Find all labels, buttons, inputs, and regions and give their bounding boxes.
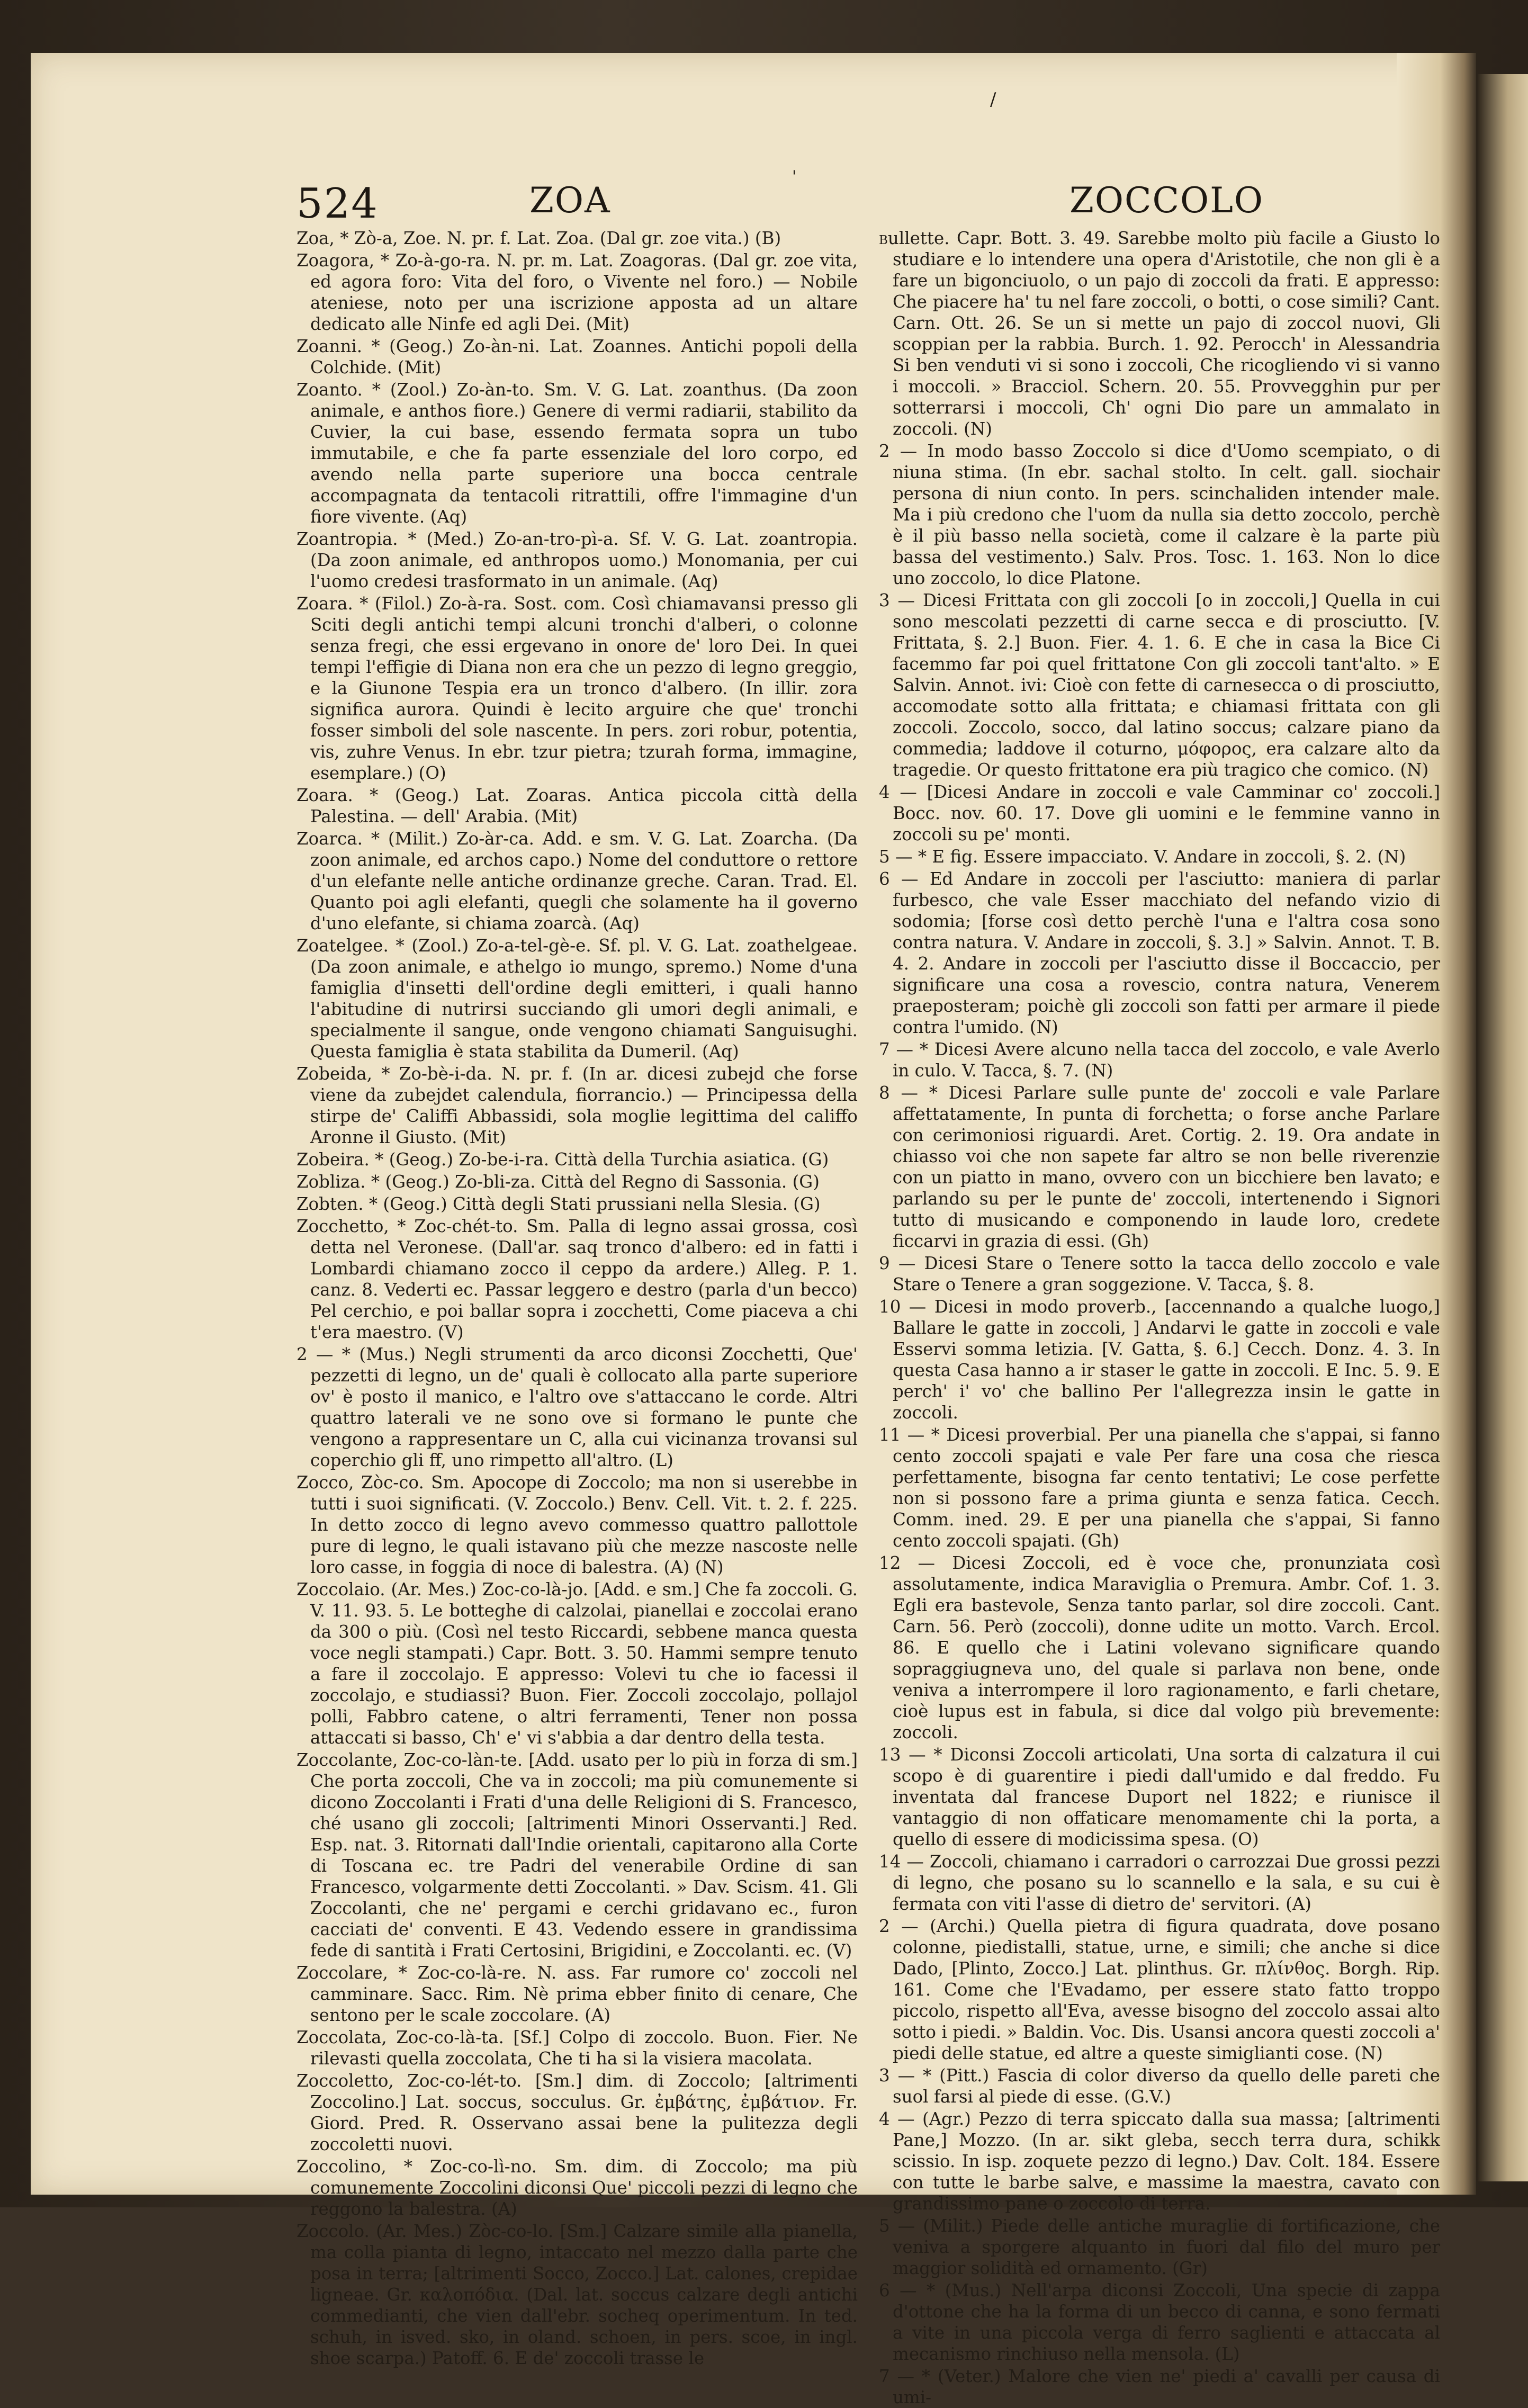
dictionary-entry: Zoanto. * (Zool.) Zo-àn-to. Sm. V. G. Lat. zoanthus. (Da zoon animale, e anthos fiore.) Genere di vermi radiarii, stabilito da Cuvier, la cui base, essendo fermata sopra un tubo immutabile, e che fa parte essenziale del loro corpo, ed avendo nella parte superiore una bocca centrale accompagnata da tentacoli ritrattili, offre l'immagine d'un fiore vivente. (Aq) xyxy=(296,380,858,527)
right-column xyxy=(879,228,1440,2407)
dictionary-entry: Zoantropia. * (Med.) Zo-an-tro-pì-a. Sf. V. G. Lat. zoantropia. (Da zoon animale, ed anthropos uomo.) Monomania, per cui l'uomo credesi trasformato in un animale. (Aq) xyxy=(296,529,858,591)
dictionary-entry: 13 — * Diconsi Zoccoli articolati, Una sorta di calzatura il cui scopo è di guarentire i piedi dall'umido e dal freddo. Fu inventata dal francese Duport nel 1822; e riunisce il vantaggio di non offaticare menomamente chi la porta, a quello di essere di modicissima spesa. (O) xyxy=(879,1745,1440,1849)
dictionary-entry: Zoanni. * (Geog.) Zo-àn-ni. Lat. Zoannes. Antichi popoli della Colchide. (Mit) xyxy=(296,336,858,378)
page-mark: ' xyxy=(792,167,797,186)
dictionary-entry: 9 — Dicesi Stare o Tenere sotto la tacca dello zoccolo e vale Stare o Tenere a gran soggezione. V. Tacca, §. 8. xyxy=(879,1253,1440,1295)
dictionary-entry: Zoara. * (Filol.) Zo-à-ra. Sost. com. Così chiamavansi presso gli Sciti degli antichi tempi alcuni tronchi d'alberi, o colonne senza fregi, che essi ergevano in onore de' loro Dei. In quei tempi l'effigie di Diana non era che un pezzo di legno greggio, e la Giunone Tespia era un tronco d'albero. (In illir. zora significa aurora. Quindi è lecito arguire che que' tronchi fosser simboli del sole nascente. In pers. zori robur, potentia, vis, zuhre Venus. In ebr. tzur pietra; tzurah forma, immagine, esemplare.) (O) xyxy=(296,594,858,783)
left-column xyxy=(296,228,858,2368)
dictionary-entry: 7 — * (Veter.) Malore che vien ne' piedi a' cavalli per causa di umi- xyxy=(879,2366,1440,2407)
dictionary-entry: 2 — (Archi.) Quella pietra di figura quadrata, dove posano colonne, piedistalli, statue, urne, e simili; che anche si dice Dado, [Plinto, Zocco.] Lat. plinthus. Gr. πλίνθος. Borgh. Rip. 161. Come che l'Evadamo, per essere stato fatto troppo piccolo, rispetto all'Eva, avesse bisogno del zoccolo assai alto sotto i piedi. » Baldin. Voc. Dis. Usansi ancora questi zoccoli a' piedi delle statue, ed altre a queste simiglianti cose. (N) xyxy=(879,1916,1440,2063)
dictionary-entry: 2 — * (Mus.) Negli strumenti da arco diconsi Zocchetti, Que' pezzetti di legno, un de' quali è collocato alla parte superiore ov' è posto il manico, e l'altro ove s'attaccano le corde. Altri quattro laterali ve ne sono ove si formano le punte che vengono a rappresentare un C, alla cui vicinanza trovansi sul coperchio gli ff, uno rimpetto all'altro. (L) xyxy=(296,1344,858,1470)
dictionary-entry: 3 — * (Pitt.) Fascia di color diverso da quello delle pareti che suol farsi al piede di esse. (G.V.) xyxy=(879,2065,1440,2107)
dictionary-entry: 14 — Zoccoli, chiamano i carradori o carrozzai Due grossi pezzi di legno, che posano su lo scannello e la sala, e su cui è fermata con viti l'asse di dietro de' servitori. (A) xyxy=(879,1852,1440,1914)
dictionary-entry: Zoccolare, * Zoc-co-là-re. N. ass. Far rumore co' zoccoli nel camminare. Sacc. Rim. Nè prima ebber finito di cenare, Che sentono per le scale zoccolare. (A) xyxy=(296,1963,858,2025)
dictionary-entry: 5 — (Milit.) Piede delle antiche muraglie di fortificazione, che veniva a sporgere alquanto in fuori dal filo del muro per maggior solidità ed ornamento. (Gr) xyxy=(879,2216,1440,2278)
dictionary-entry: Zoccolante, Zoc-co-làn-te. [Add. usato per lo più in forza di sm.] Che porta zoccoli, Che va in zoccoli; ma più comunemente si dicono Zoccolanti i Frati d'una delle Religioni di S. Francesco, ché usano gli zoccoli; [altrimenti Minori Osservanti.] Red. Esp. nat. 3. Ritornati dall'Indie orientali, capitarono alla Corte di Toscana ec. tre Padri del venerabile Ordine di san Francesco, volgarmente detti Zoccolanti. » Dav. Scism. 41. Gli Zoccolanti, che ne' pergami e cerchi gridavano ec., furon cacciati de' conventi. E 43. Vedendo essere in grandissima fede di santità i Frati Certosini, Brigidini, e Zoccolanti. ec. (V) xyxy=(296,1750,858,1961)
dictionary-entry: Zoarca. * (Milit.) Zo-àr-ca. Add. e sm. V. G. Lat. Zoarcha. (Da zoon animale, ed archos capo.) Nome del conduttore o rettore d'un elefante nelle antiche ordinanze greche. Caran. Trad. El. Quanto poi agli elefanti, quegli che solamente ha il governo d'uno elefante, si chiama zoarcà. (Aq) xyxy=(296,829,858,933)
running-head-left: ZOA xyxy=(529,180,611,221)
dictionary-entry: Zocchetto, * Zoc-chét-to. Sm. Palla di legno assai grossa, così detta nel Veronese. (Dall'ar. saq tronco d'albero: ed in fatti i Lombardi chiamano zocco il ceppo da ardere.) Alleg. P. 1. canz. 8. Vederti ec. Passar leggero e destro (parla d'un becco) Pel cerchio, e poi ballar sopra i zocchetti, Come piaceva a chi t'era maestro. (V) xyxy=(296,1216,858,1342)
dictionary-entry: Zobliza. * (Geog.) Zo-bli-za. Città del Regno di Sassonia. (G) xyxy=(296,1172,820,1192)
dictionary-entry: Zoagora, * Zo-à-go-ra. N. pr. m. Lat. Zoagoras. (Dal gr. zoe vita, ed agora foro: Vita del foro, o Vivente nel foro.) — Nobile ateniese, noto per una iscrizione apposta ad un altare dedicato alle Ninfe ed agli Dei. (Mit) xyxy=(296,250,858,334)
dictionary-entry: 8 — * Dicesi Parlare sulle punte de' zoccoli e vale Parlare affettatamente, In punta di forchetta; o forse anche Parlare con cerimoniosi riguardi. Aret. Cortig. 2. 19. Ora andate in chiasso voi che non sapete far altro se non belle riverenzie con un piatto in mano, ovvero con un bicchiere ben lavato; e parlando su per le punte de' zoccoli, intertenendo i Signori tutto di musicando e componendo in laude loro, credete ficcarvi in grazia di essi. (Gh) xyxy=(879,1083,1440,1251)
dictionary-entry: Zoccoletto, Zoc-co-lét-to. [Sm.] dim. di Zoccolo; [altrimenti Zoccolino.] Lat. soccus, socculus. Gr. ἐμβάτης, ἐμβάτιον. Fr. Giord. Pred. R. Osservano assai bene la pulitezza degli zoccoletti nuovi. xyxy=(296,2071,858,2154)
dictionary-entry: 7 — * Dicesi Avere alcuno nella tacca del zoccolo, e vale Averlo in culo. V. Tacca, §. 7. (N) xyxy=(879,1039,1440,1081)
dictionary-entry: Zobeida, * Zo-bè-i-da. N. pr. f. (In ar. dicesi zubejd che forse viene da zubejdet calendula, fiorrancio.) — Principessa della stirpe de' Califfi Abbassidi, sola moglie legittima del califfo Aronne il Giusto. (Mit) xyxy=(296,1064,858,1147)
dictionary-entry: 11 — * Dicesi proverbial. Per una pianella che s'appai, si fanno cento zoccoli spajati e vale Per fare una cosa che riesca perfettamente, bisogna far cento tentativi; Le cose perfette non si possono fare a prima giunta e senza fatica. Cecch. Comm. ined. 29. E per una pianella che s'appai, Si fanno cento zoccoli spajati. (Gh) xyxy=(879,1425,1440,1551)
dictionary-entry: Zocco, Zòc-co. Sm. Apocope di Zoccolo; ma non si userebbe in tutti i suoi significati. (V. Zoccolo.) Benv. Cell. Vit. t. 2. f. 225. In detto zocco di legno avevo commesso quattro pallottole pure di legno, le quali istavano più che mezze nascoste nelle loro casse, in foggia di noce di balestra. (A) (N) xyxy=(296,1472,858,1577)
dictionary-entry: 4 — (Agr.) Pezzo di terra spiccato dalla sua massa; [altrimenti Pane,] Mozzo. (In ar. sikt gleba, secch terra dura, schikk scissio. In isp. zoquete pezzo di legno.) Dav. Colt. 184. Essere con tutte le barbe salve, e massime la maestra, cavato con grandissimo pane o zoccolo di terra. xyxy=(879,2109,1440,2214)
dictionary-entry: 12 — Dicesi Zoccoli, ed è voce che, pronunziata così assolutamente, indica Maraviglia o Premura. Ambr. Cof. 1. 3. Egli era bastevole, Senza tanto parlar, sol dire zoccoli. Cant. Carn. 56. Però (zoccoli), donne udite un motto. Varch. Ercol. 86. E quello che i Latini volevano significare quando sopraggiugneva uno, del quale si parlava non bene, onde veniva a interrompere il loro ragionamento, e farli chetare, cioè lupus est in fabula, si dice dal volgo più brevemente: zoccoli. xyxy=(879,1553,1440,1742)
running-head-right: ZOCCOLO xyxy=(1069,180,1264,221)
dictionary-entry: Zoccolino, * Zoc-co-lì-no. Sm. dim. di Zoccolo; ma più comunemente Zoccolini diconsi Que' piccoli pezzi di legno che reggono la balestra. (A) xyxy=(296,2157,858,2219)
dictionary-entry: Zoccolaio. (Ar. Mes.) Zoc-co-là-jo. [Add. e sm.] Che fa zoccoli. G. V. 11. 93. 5. Le botteghe di calzolai, pianellai e zoccolai erano da 300 o più. (Così nel testo Riccardi, sebbene manca questa voce negli stampati.) Capr. Bott. 3. 50. Hammi sempre tenuto a fare il zoccolajo. E appresso: Volevi tu che io facessi il zoccolajo, e studiassi? Buon. Fier. Zoccoli zoccolajo, pollajol polli, Fabbro catene, o altri ferramenti, Tener non possa attaccati si basso, Ch' e' vi s'abbia a dar dentro della testa. xyxy=(296,1579,858,1748)
dictionary-entry: 3 — Dicesi Frittata con gli zoccoli [o in zoccoli,] Quella in cui sono mescolati pezzetti di carne secca e di prosciutto. [V. Frittata, §. 2.] Buon. Fier. 4. 1. 6. E che in casa la Bice Ci facemmo far poi quel frittatone Con gli zoccoli tant'alto. » E Salvin. Annot. ivi: Cioè con fette di carnesecca o di prosciutto, accomodate sotto alla frittata; e chiamasi frittata con gli zoccoli. Zoccolo, socco, dal latino soccus; calzare piano da commedia; laddove il coturno, μόφορος, era calzare alto da tragedie. Or questo frittatone era più tragico che comico. (N) xyxy=(879,590,1440,780)
dictionary-entry: Zoara. * (Geog.) Lat. Zoaras. Antica piccola città della Palestina. — dell' Arabia. (Mit) xyxy=(296,785,858,826)
dictionary-entry: bullette. Capr. Bott. 3. 49. Sarebbe molto più facile a Giusto lo studiare e lo intendere una opera d'Aristotile, che non gli è a fare un bigonciuolo, o un pajo di zoccoli da frati. E appresso: Che piacere ha' tu nel fare zoccoli, o botti, o cose simili? Cant. Carn. Ott. 26. Se un si mette un pajo di zoccol nuovi, Gli scoppian per la rabbia. Burch. 1. 92. Perocch' in Alessandria Si ben venduti vi si sono i zoccoli, Che ricogliendo vi si vanno i moccoli. » Bracciol. Schern. 20. 55. Provvegghin pur per sotterrarsi i moccoli, Ch' ogni Dio pare un ammalato in zoccoli. (N) xyxy=(879,228,1440,439)
dictionary-entry: 10 — Dicesi in modo proverb., [accennando a qualche luogo,] Ballare le gatte in zoccoli, ] Andarvi le gatte in zoccoli e vale Esservi somma letizia. [V. Gatta, §. 6.] Cecch. Donz. 4. 3. In questa Casa hanno a ir staser le gatte in zoccoli. E Inc. 5. 9. E perch' i' vo' che ballino Per l'allegrezza insin le gatte in zoccoli. xyxy=(879,1297,1440,1423)
dictionary-entry: Zoatelgee. * (Zool.) Zo-a-tel-gè-e. Sf. pl. V. G. Lat. zoathelgeae. (Da zoon animale, e athelgo io mungo, spremo.) Nome d'una famiglia d'insetti dell'ordine degli emitteri, i quali hanno l'abitudine di nutrirsi succiando gli umori degli animali, e specialmente il sangue, onde vengono chiamati Sanguisughi. Questa famiglia è stata stabilita da Dumeril. (Aq) xyxy=(296,936,858,1062)
page-header xyxy=(296,180,1456,228)
next-page-edge xyxy=(1477,74,1528,2181)
dictionary-entry: Zoccolo. (Ar. Mes.) Zòc-co-lo. [Sm.] Calzare simile alla pianella, ma colla pianta di legno, intaccato nel mezzo dalla parte che posa in terra; [altrimenti Socco, Zocco.] Lat. calones, crepidae ligneae. Gr. καλοπόδια. (Dal. lat. soccus calzare degli antichi commedianti, che vien dall'ebr. socheq operimentum. In ted. schuh, in isved. sko, in oland. schoen, in pers. scoe, in ingl. shoe scarpa.) Patoff. 6. E de' zoccoli trasse le xyxy=(296,2221,858,2368)
dictionary-entry: 6 — * (Mus.) Nell'arpa diconsi Zoccoli, Una specie di zappa d'ottone che ha la forma di un becco di canna, e sono fermati a vite in una piccola verga di ferro saglienti e attaccata al mecanismo rinchiuso nella mensola. (L) xyxy=(879,2280,1440,2364)
dictionary-entry: Zoccolata, Zoc-co-là-ta. [Sf.] Colpo di zoccolo. Buon. Fier. Ne rilevasti quella zoccolata, Che ti ha si la visiera macolata. xyxy=(296,2027,858,2069)
dictionary-entry: Zobten. * (Geog.) Città degli Stati prussiani nella Slesia. (G) xyxy=(296,1194,821,1214)
page-mark: / xyxy=(990,89,996,110)
page-number: 524 xyxy=(296,180,379,228)
dictionary-entry: 2 — In modo basso Zoccolo si dice d'Uomo scempiato, o di niuna stima. (In ebr. sachal stolto. In celt. gall. siochair persona di niun conto. In pers. scinchaliden intender male. Ma i più credono che l'uom da nulla sia detto zoccolo, perchè è il più basso nella società, come il calzare è la parte più bassa del vestimento.) Salv. Pros. Tosc. 1. 163. Non lo dice uno zoccolo, lo dice Platone. xyxy=(879,441,1440,588)
dictionary-entry: 6 — Ed Andare in zoccoli per l'asciutto: maniera di parlar furbesco, che vale Esser macchiato del nefando vizio di sodomia; [forse così detto perchè l'una e l'altra cosa sono contra natura. V. Andare in zoccoli, §. 3.] » Salvin. Annot. T. B. 4. 2. Andare in zoccoli per l'asciutto disse il Boccaccio, per significare una cosa a rovescio, contra natura, Venerem praeposteram; poichè gli zoccoli son fatti per armare il piede contra l'umido. (N) xyxy=(879,869,1440,1037)
dictionary-entry: 4 — [Dicesi Andare in zoccoli e vale Camminar co' zoccoli.] Bocc. nov. 60. 17. Dove gli uomini e le femmine vanno in zoccoli su pe' monti. xyxy=(879,782,1440,844)
dictionary-entry: Zobeira. * (Geog.) Zo-be-i-ra. Città della Turchia asiatica. (G) xyxy=(296,1149,829,1170)
dictionary-entry: 5 — * E fig. Essere impacciato. V. Andare in zoccoli, §. 2. (N) xyxy=(879,847,1406,867)
dictionary-entry: Zoa, * Zò-a, Zoe. N. pr. f. Lat. Zoa. (Dal gr. zoe vita.) (B) xyxy=(296,228,781,248)
